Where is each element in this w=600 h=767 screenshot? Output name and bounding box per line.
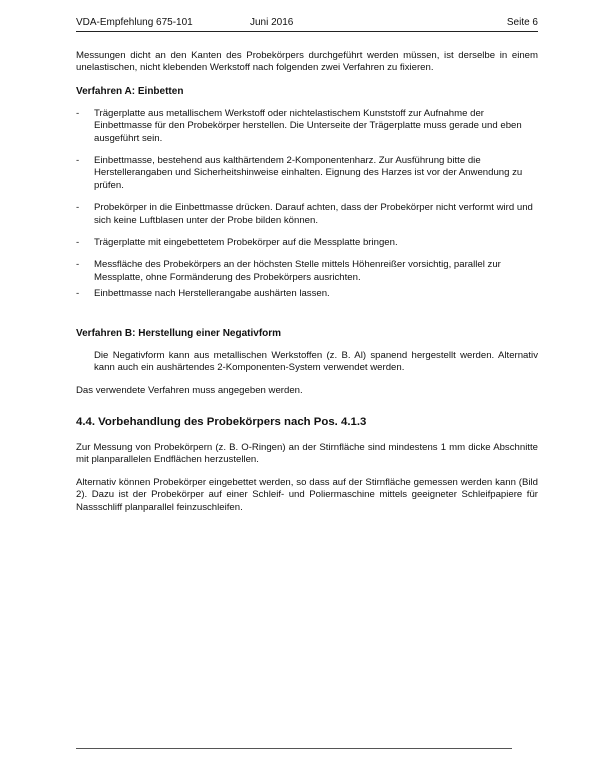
header-page-number: Seite 6 bbox=[506, 17, 538, 28]
list-dash: - bbox=[76, 259, 80, 271]
header-date: Juni 2016 bbox=[250, 17, 294, 28]
list-item-text: Probekörper in die Einbettmasse drücken. Darauf achten, dass der Probekörper nicht verformt wird und sich keine Luftblasen unter der Probe bilden können. bbox=[94, 202, 533, 226]
list-dash: - bbox=[76, 107, 80, 119]
list-item bbox=[76, 259, 538, 284]
header-doc-ref: VDA-Empfehlung 675-101 bbox=[76, 17, 193, 28]
list-item bbox=[76, 108, 538, 145]
section-heading-4-4: 4.4. Vorbehandlung des Probekörpers nach Pos. 4.1.3 bbox=[76, 415, 367, 428]
verfahren-b-heading: Verfahren B: Herstellung einer Negativform bbox=[76, 327, 282, 339]
list-item-text: Trägerplatte aus metallischem Werkstoff oder nichtelastischem Kunststoff zur Aufnahme der Einbettmasse für den Probekörper herstellen. Die Unterseite der Trägerplatte muss gerade und eben ausgeführt sein. bbox=[94, 107, 522, 144]
verfahren-b-paragraph: Die Negativform kann aus metallischen Werkstoffen (z. B. Al) spanend hergestellt werden. Alternativ kann auch ein aushärtendes 2-Komponenten-System verwendet werden. bbox=[94, 349, 538, 374]
section-4-4-paragraph-1: Zur Messung von Probekörpern (z. B. O-Ringen) an der Stirnfläche sind mindestens 1 mm dicke Abschnitte mit planparallelen Endflächen herzustellen. bbox=[76, 441, 538, 466]
section-4-4-paragraph-2: Alternativ können Probekörper eingebettet werden, so dass auf der Stirnfläche gemessen werden kann (Bild 2). Dazu ist der Probekörper auf einer Schleif- und Poliermaschine mittels geeigneter Schleifpapiere für Nassschliff planparallel feinzuschleifen. bbox=[76, 476, 538, 513]
list-item-text: Einbettmasse, bestehend aus kalthärtendem 2-Komponentenharz. Zur Ausführung bitte die Herstellerangaben und Sicherheitshinweise einhalten. Eignung des Harzes ist vor der Anwendung zu prüfen. bbox=[94, 155, 523, 191]
page-header bbox=[76, 17, 538, 32]
list-dash: - bbox=[76, 202, 80, 214]
list-dash: - bbox=[76, 288, 80, 300]
verfahren-a-list bbox=[76, 108, 538, 301]
verfahren-a-heading: Verfahren A: Einbetten bbox=[76, 85, 184, 97]
list-item bbox=[76, 155, 538, 192]
page-content bbox=[76, 50, 538, 514]
list-item bbox=[76, 288, 538, 300]
list-item-text: Trägerplatte mit eingebettetem Probekörper auf die Messplatte bringen. bbox=[94, 237, 398, 249]
list-item-text: Messfläche des Probekörpers an der höchsten Stelle mittels Höhenreißer vorsichtig, parallel zur Messplatte, ohne Formänderung des Probekörpers ausrichten. bbox=[94, 259, 501, 283]
list-dash: - bbox=[76, 155, 80, 167]
list-item bbox=[76, 237, 538, 249]
footer-divider bbox=[76, 748, 512, 749]
method-note: Das verwendete Verfahren muss angegeben werden. bbox=[76, 384, 303, 396]
list-item bbox=[76, 202, 538, 227]
list-dash: - bbox=[76, 237, 80, 249]
list-item-text: Einbettmasse nach Herstellerangabe aushärten lassen. bbox=[94, 288, 330, 300]
intro-paragraph: Messungen dicht an den Kanten des Probekörpers durchgeführt werden müssen, ist derselbe in einem unelastischen, nicht klebenden Werkstoff nach folgenden zwei Verfahren zu fixieren. bbox=[76, 50, 538, 74]
